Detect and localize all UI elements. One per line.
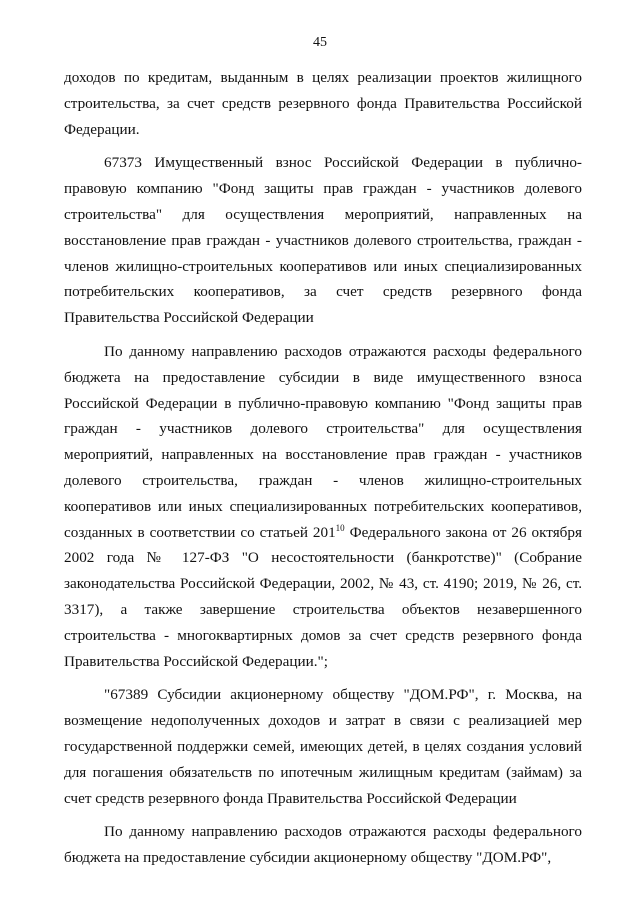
paragraph-code-67389: "67389 Субсидии акционерному обществу "ДОМ.РФ", г. Москва, на возмещение недополученных доходов и затрат в связи с реализацией мер государственной поддержки семей, имеющих детей, в целях создания условий для погашения обязательств по ипотечным жилищным кредитам (займам) за счет средств резервного фонда Правительства Российской Федерации [64, 686, 582, 807]
paragraph-text-after-superscript: Федерального закона от 26 октября 2002 года № 127-ФЗ "О несостоятельности (банкротстве)" (Собрание законодательства Российской Федерации, 2002, № 43, ст. 4190; 2019, № 26, ст. 3317), а также завершение строительства объектов незавершенного строительства - многоквартирных домов за счет средств резервного фонда Правительства Российской Федерации."; [64, 523, 582, 670]
page-number: 45 [313, 35, 327, 50]
paragraph-expense-description-67373 [64, 339, 582, 674]
paragraph-continuation: доходов по кредитам, выданным в целях реализации проектов жилищного строительства, за счет средств резервного фонда Правительства Российской Федерации. [64, 69, 582, 138]
document-body [64, 65, 582, 871]
paragraph-text-before-superscript: По данному направлению расходов отражаются расходы федерального бюджета на предоставление субсидии в виде имущественного взноса Российской Федерации в публично-правовую компанию "Фонд защиты прав граждан - участников долевого строительства" для осуществления мероприятий, направленных на восстановление прав граждан - участников долевого строительства, граждан - членов жилищно-строительных кооперативов или иных специализированных потребительских кооперативов, созданных в соответствии со статьей 201 [64, 342, 582, 541]
article-superscript: 10 [335, 522, 345, 533]
paragraph-code-67373: 67373 Имущественный взнос Российской Федерации в публично-правовую компанию "Фонд защиты прав граждан - участников долевого строительства" для осуществления мероприятий, направленных на восстановление прав граждан - участников долевого строительства, граждан - членов жилищно-строительных кооперативов или иных специализированных потребительских кооперативов, за счет средств резервного фонда Правительства Российской Федерации [64, 154, 582, 327]
paragraph-expense-description-67389: По данному направлению расходов отражаются расходы федерального бюджета на предоставление субсидии акционерному обществу "ДОМ.РФ", [64, 823, 582, 867]
